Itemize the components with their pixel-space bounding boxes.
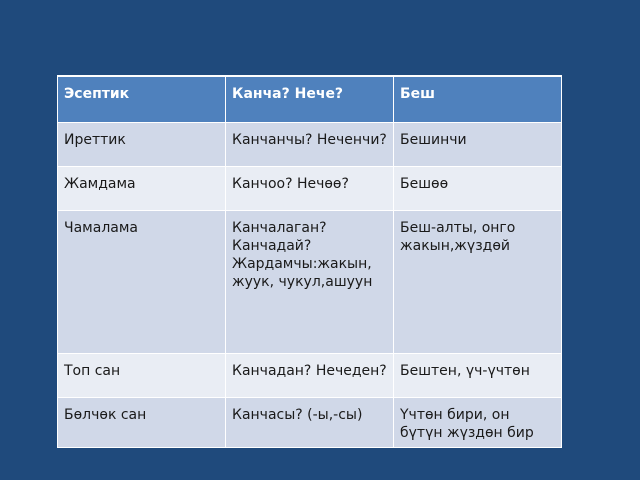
table-cell: Беш-алты, онго жакын,жүздөй	[394, 210, 562, 353]
table-cell: Канчасы? (-ы,-сы)	[226, 397, 394, 447]
table-cell: Бөлчөк сан	[58, 397, 226, 447]
table-cell: Жамдама	[58, 166, 226, 210]
table-row	[58, 353, 562, 397]
table-cell: Канчоо? Нечөө?	[226, 166, 394, 210]
table-row	[58, 122, 562, 166]
table-cell: Үчтөн бири, он бүтүн жүздөн бир	[394, 397, 562, 447]
table-cell: Бештен, үч-үчтөн	[394, 353, 562, 397]
numerals-table	[57, 75, 562, 448]
table-cell: Канчалаган? Канчадай? Жардамчы:жакын, жуук, чукул,ашуун	[226, 210, 394, 353]
table-row	[58, 397, 562, 447]
table-header-row	[58, 76, 562, 122]
header-cell: Канча? Нече?	[226, 76, 394, 122]
table-row	[58, 210, 562, 353]
table-cell: Канчанчы? Неченчи?	[226, 122, 394, 166]
table-cell: Чамалама	[58, 210, 226, 353]
table-row	[58, 166, 562, 210]
table-cell: Бешөө	[394, 166, 562, 210]
table-cell: Иреттик	[58, 122, 226, 166]
table-cell: Топ сан	[58, 353, 226, 397]
table-cell: Канчадан? Нечеден?	[226, 353, 394, 397]
header-cell: Беш	[394, 76, 562, 122]
header-cell: Эсептик	[58, 76, 226, 122]
table-cell: Бешинчи	[394, 122, 562, 166]
